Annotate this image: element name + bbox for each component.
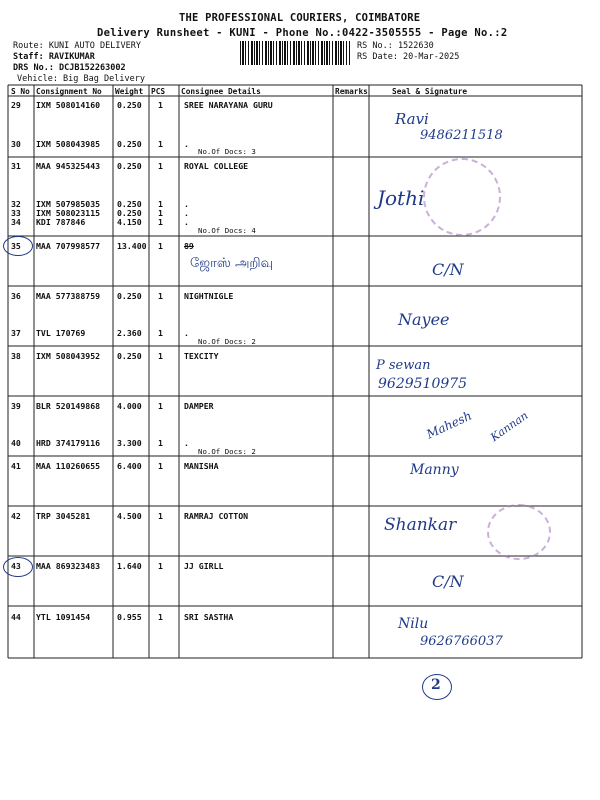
row-weight: 0.250 [117,199,142,209]
signature: Kannan [488,408,531,445]
row-pcs: 1 [158,241,163,251]
signature: Manny [410,462,459,478]
row-pcs: 1 [158,208,163,218]
row-consignment: KDI 787846 [36,217,86,227]
row-pcs: 1 [158,161,163,171]
row-weight: 2.360 [117,328,142,338]
handwritten-note: ஜோஸ் அறிவு [190,256,274,271]
staff-label: Staff: RAVIKUMAR [13,52,95,62]
row-weight: 0.250 [117,291,142,301]
row-consignment: IXM 508043985 [36,139,101,149]
docs-count: No.Of Docs: 3 [198,147,256,156]
row-weight: 1.640 [117,561,142,571]
row-consignment: TVL 170769 [36,328,86,338]
row-sno: 38 [11,351,21,361]
handwritten-phone: 9486211518 [420,128,503,143]
col-pcs: PCS [151,87,166,96]
col-details: Consignee Details [181,87,261,96]
signature: P sewan [376,358,431,373]
row-pcs: 1 [158,351,163,361]
row-consignment: TRP 3045281 [36,511,91,521]
col-seal-signature: Seal & Signature [392,87,468,96]
row-sno: 32 [11,199,21,209]
row-weight: 0.250 [117,351,142,361]
row-consignee: . [184,217,189,227]
row-sno: 41 [11,461,21,471]
col-sno: S No [11,87,30,96]
row-sno: 29 [11,100,21,110]
row-sno: 35 [11,241,21,251]
row-weight: 3.300 [117,438,142,448]
row-consignee: TEXCITY [184,351,219,361]
row-weight: 0.250 [117,100,142,110]
row-consignee: RAMRAJ COTTON [184,511,249,521]
row-consignment: YTL 1091454 [36,612,91,622]
row-consignee: . [184,208,189,218]
col-consignment: Consignment No [36,87,102,96]
row-sno: 37 [11,328,21,338]
row-consignment: MAA 707998577 [36,241,101,251]
signature: Mahesh [424,408,474,442]
row-weight: 4.000 [117,401,142,411]
row-pcs: 1 [158,139,163,149]
seal-stamp [423,158,501,236]
row-sno: 31 [11,161,21,171]
row-weight: 4.500 [117,511,142,521]
row-pcs: 1 [158,291,163,301]
signature: Shankar [384,515,457,535]
row-sno: 42 [11,511,21,521]
row-weight: 4.150 [117,217,142,227]
row-consignee: ROYAL COLLEGE [184,161,249,171]
col-weight: Weight [115,87,144,96]
row-consignee: . [184,328,189,338]
row-consignee: JJ GIRLL [184,561,224,571]
row-weight: 0.250 [117,139,142,149]
docs-count: No.Of Docs: 2 [198,337,256,346]
row-pcs: 1 [158,401,163,411]
row-pcs: 1 [158,217,163,227]
row-consignment: IXM 507985035 [36,199,101,209]
row-pcs: 1 [158,461,163,471]
circle-mark [3,236,33,256]
row-consignee: 89 [184,241,194,251]
row-sno: 33 [11,208,21,218]
row-consignee: DAMPER [184,401,214,411]
row-consignment: IXM 508023115 [36,208,101,218]
row-sno: 43 [11,561,21,571]
row-consignment: MAA 945325443 [36,161,101,171]
row-sno: 36 [11,291,21,301]
seal-stamp [487,504,551,560]
row-consignee: . [184,139,189,149]
row-weight: 0.250 [117,208,142,218]
vehicle-label: Vehicle: Big Bag Delivery [17,74,145,84]
row-consignment: IXM 508043952 [36,351,101,361]
handwritten-phone: 9626766037 [420,634,503,649]
row-consignee: SREE NARAYANA GURU [184,100,273,110]
signature: Nilu [398,616,429,632]
row-weight: 0.955 [117,612,142,622]
row-consignment: HRD 374179116 [36,438,101,448]
row-weight: 6.400 [117,461,142,471]
page-mark: 2 [431,677,441,693]
row-consignment: MAA 577388759 [36,291,101,301]
row-pcs: 1 [158,561,163,571]
signature: C/N [432,572,464,591]
signature: Ravi [395,110,429,128]
rs-number: RS No.: 1522630 [357,41,434,51]
row-sno: 39 [11,401,21,411]
row-consignee: . [184,438,189,448]
docs-count: No.Of Docs: 2 [198,447,256,456]
signature: Nayee [398,310,450,329]
row-weight: 13.400 [117,241,147,251]
col-remarks: Remarks [335,87,368,96]
docs-count: No.Of Docs: 4 [198,226,256,235]
row-consignment: IXM 508014160 [36,100,101,110]
row-consignment: BLR 520149868 [36,401,101,411]
row-pcs: 1 [158,328,163,338]
route-label: Route: KUNI AUTO DELIVERY [13,41,141,51]
rs-date: RS Date: 20-Mar-2025 [357,52,460,62]
row-pcs: 1 [158,438,163,448]
row-consignee: SRI SASTHA [184,612,234,622]
row-sno: 34 [11,217,21,227]
row-consignee: NIGHTNIGLE [184,291,234,301]
circle-mark [3,557,33,577]
handwritten-phone: 9629510975 [378,376,468,392]
row-weight: 0.250 [117,161,142,171]
signature: C/N [432,260,464,279]
row-consignment: MAA 110260655 [36,461,101,471]
row-pcs: 1 [158,612,163,622]
row-sno: 44 [11,612,21,622]
row-sno: 40 [11,438,21,448]
row-consignee: . [184,199,189,209]
row-consignment: MAA 869323483 [36,561,101,571]
row-consignee: MANISHA [184,461,219,471]
row-pcs: 1 [158,511,163,521]
runsheet-subtitle: Delivery Runsheet - KUNI - Phone No.:0422-3505555 - Page No.:2 [97,27,508,39]
row-pcs: 1 [158,199,163,209]
row-pcs: 1 [158,100,163,110]
row-sno: 30 [11,139,21,149]
signature: Jothi [377,186,425,210]
company-title: THE PROFESSIONAL COURIERS, COIMBATORE [179,12,421,24]
drs-label: DRS No.: DCJB152263002 [13,63,126,73]
